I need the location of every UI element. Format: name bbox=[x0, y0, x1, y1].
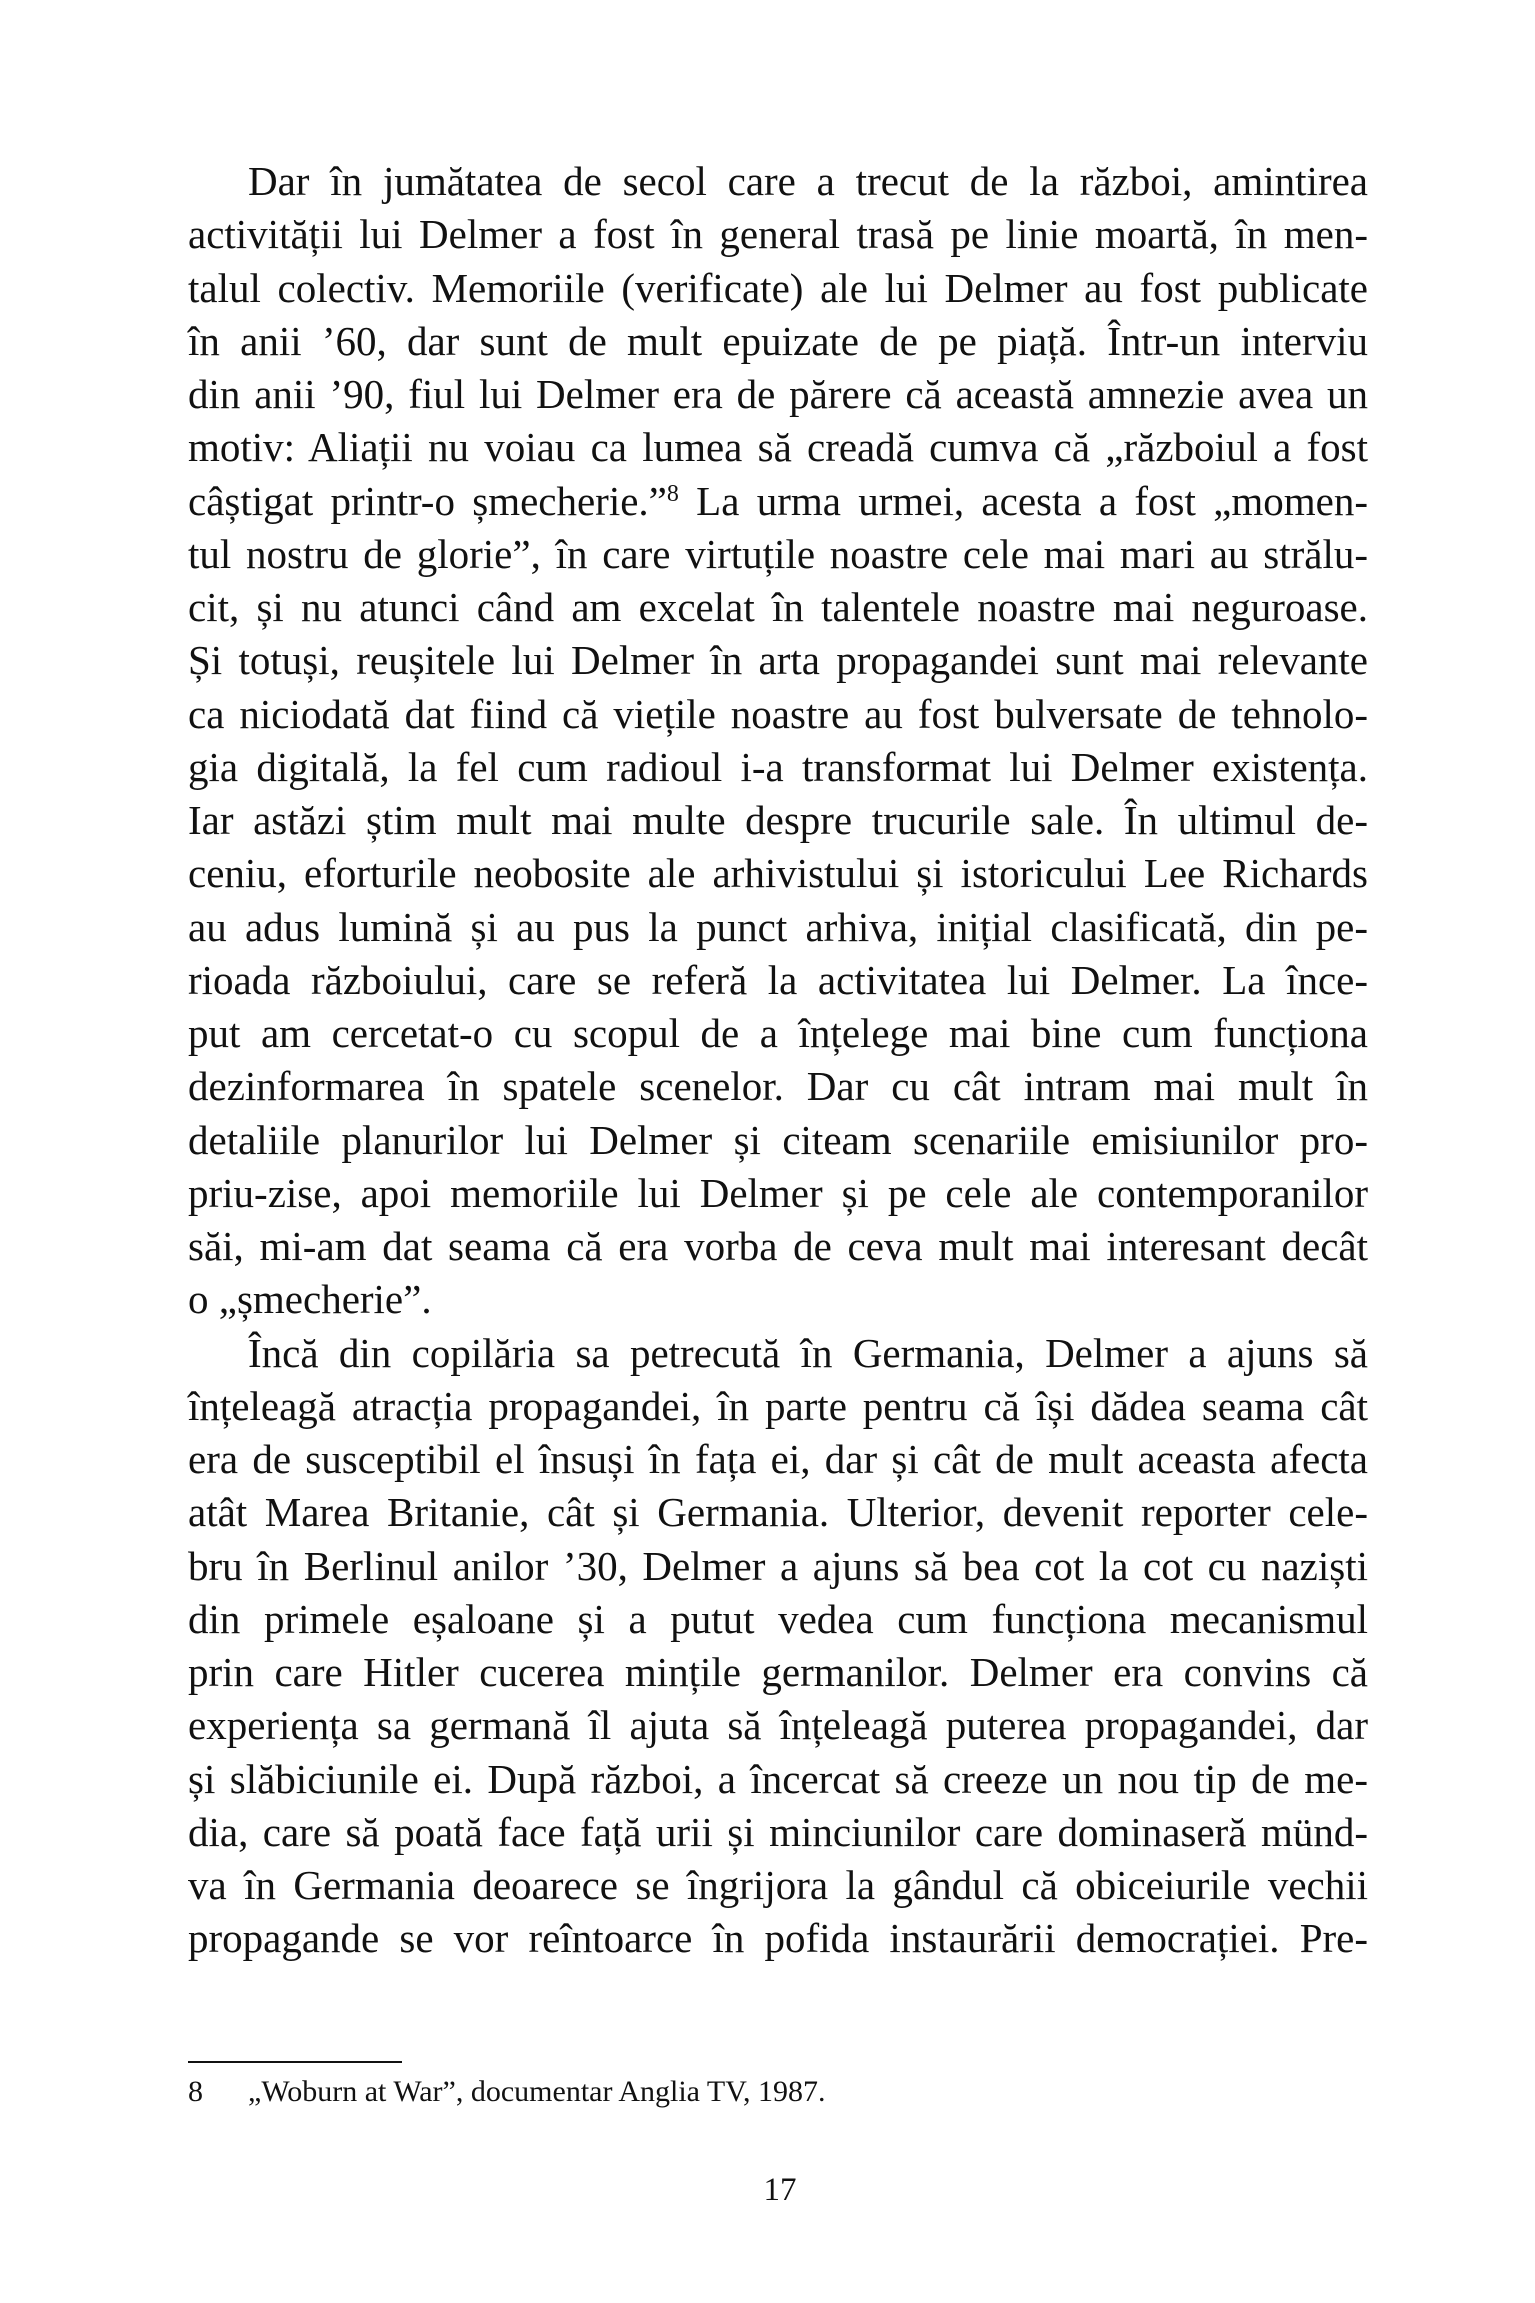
text-line: rioada războiului, care se referă la activitatea lui Delmer. La înce- bbox=[188, 956, 1368, 1003]
text-line: ca niciodată dat fiind că viețile noastre au fost bulversate de tehnolo- bbox=[188, 690, 1368, 737]
text-line: dia, care să poată face față urii și minciunilor care dominaseră münd- bbox=[188, 1808, 1368, 1855]
text-line: Și totuși, reușitele lui Delmer în arta propagandei sunt mai relevante bbox=[188, 637, 1368, 684]
text-line: activității lui Delmer a fost în general trasă pe linie moartă, în men- bbox=[188, 211, 1368, 258]
text-line: atât Marea Britanie, cât și Germania. Ulterior, devenit reporter cele- bbox=[188, 1489, 1368, 1536]
text-line: Dar în jumătatea de secol care a trecut de la război, amintirea bbox=[248, 158, 1368, 204]
paragraph-2 bbox=[188, 1327, 1368, 1966]
text-line-with-footnote bbox=[188, 475, 1368, 528]
text-fragment: La urma urmei, acesta a fost „momen- bbox=[678, 477, 1368, 524]
text-line: era de susceptibil el însuși în fața ei, dar și cât de mult aceasta afecta bbox=[188, 1436, 1368, 1482]
footnote-text: „Woburn at War”, documentar Anglia TV, 1987. bbox=[248, 2075, 826, 2108]
footnote-reference[interactable]: 8 bbox=[666, 480, 679, 507]
text-line: tul nostru de glorie”, în care virtuțile noastre cele mai mari au strălu- bbox=[188, 530, 1368, 577]
text-fragment: câștigat printr-o șmecherie.” bbox=[188, 477, 667, 524]
text-line: experiența sa germană îl ajuta să înțeleagă puterea propagandei, dar bbox=[188, 1702, 1368, 1749]
text-line: va în Germania deoarece se îngrijora la gândul că obiceiurile vechii bbox=[188, 1862, 1368, 1908]
text-line: în anii ’60, dar sunt de mult epuizate de pe piață. Într-un interviu bbox=[188, 317, 1368, 364]
text-line: săi, mi-am dat seama că era vorba de ceva mult mai interesant decât bbox=[188, 1223, 1368, 1269]
text-line: priu-zise, apoi memoriile lui Delmer și pe cele ale contemporanilor bbox=[188, 1169, 1368, 1216]
text-line: ceniu, eforturile neobosite ale arhivistului și istoricului Lee Richards bbox=[188, 850, 1368, 897]
text-line: dezinformarea în spatele scenelor. Dar cu cât intram mai mult în bbox=[188, 1063, 1368, 1110]
paragraph-1 bbox=[188, 155, 1368, 1327]
text-line: din anii ’90, fiul lui Delmer era de părere că această amnezie avea un bbox=[188, 371, 1368, 417]
text-line: prin care Hitler cucerea mințile germanilor. Delmer era convins că bbox=[188, 1649, 1368, 1695]
text-line: put am cercetat-o cu scopul de a înțelege mai bine cum funcționa bbox=[188, 1010, 1368, 1056]
text-line: Iar astăzi știm mult mai multe despre trucurile sale. În ultimul de- bbox=[188, 797, 1368, 843]
text-line: Încă din copilăria sa petrecută în Germania, Delmer a ajuns să bbox=[248, 1329, 1368, 1376]
text-line: bru în Berlinul anilor ’30, Delmer a ajuns să bea cot la cot cu naziști bbox=[188, 1542, 1368, 1589]
text-line: detaliile planurilor lui Delmer și citeam scenariile emisiunilor pro- bbox=[188, 1116, 1368, 1163]
page-number: 17 bbox=[763, 2172, 797, 2208]
text-line: o „șmecherie”. bbox=[188, 1276, 432, 1323]
text-line: au adus lumină și au pus la punct arhiva, inițial clasificată, din pe- bbox=[188, 903, 1368, 950]
text-line: din primele eșaloane și a putut vedea cum funcționa mecanismul bbox=[188, 1595, 1368, 1642]
text-line: propagande se vor reîntoarce în pofida instaurării democrației. Pre- bbox=[188, 1915, 1368, 1962]
text-line: înțeleagă atracția propagandei, în parte pentru că își dădea seama cât bbox=[188, 1382, 1368, 1429]
text-line: talul colectiv. Memoriile (verificate) ale lui Delmer au fost publicate bbox=[188, 264, 1368, 311]
text-line: cit, și nu atunci când am excelat în talentele noastre mai neguroase. bbox=[188, 584, 1368, 630]
footnote-number: 8 bbox=[188, 2075, 203, 2108]
body-text bbox=[188, 155, 1368, 1966]
text-line: și slăbiciunile ei. După război, a încercat să creeze un nou tip de me- bbox=[188, 1755, 1368, 1802]
footnote-separator bbox=[188, 2061, 402, 2063]
text-line: gia digitală, la fel cum radioul i-a transformat lui Delmer existența. bbox=[188, 743, 1368, 790]
footnote bbox=[188, 2074, 1368, 2110]
text-line: motiv: Aliații nu voiau ca lumea să creadă cumva că „războiul a fost bbox=[188, 424, 1368, 471]
